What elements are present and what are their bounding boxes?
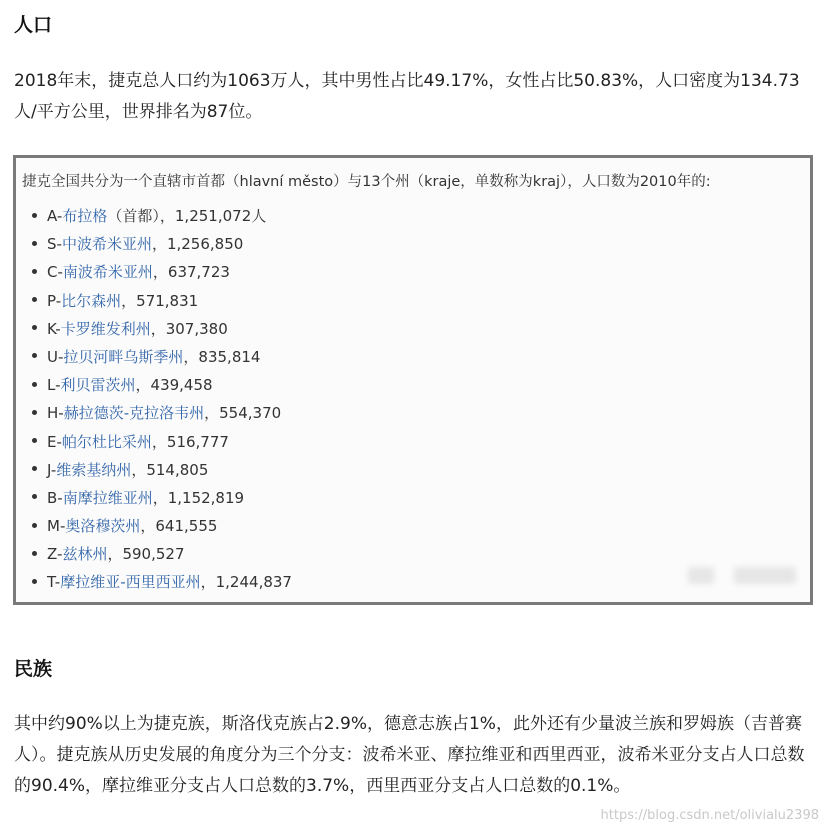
region-population: ，307,380	[150, 319, 228, 338]
bullet-icon	[32, 523, 37, 528]
region-link[interactable]: 维索基纳州	[56, 460, 132, 479]
regions-list	[32, 202, 292, 597]
region-population: ，590,527	[107, 545, 185, 564]
region-link[interactable]: 布拉格	[62, 207, 108, 225]
region-population: ，1,152,819	[152, 488, 245, 507]
regions-intro: 捷克全国共分为一个直辖市首都（hlavní město）与13个州（kraje，单数称为kraj），人口数为2010年的:	[22, 174, 711, 190]
region-item	[32, 512, 292, 540]
region-link[interactable]: 赫拉德茨-克拉洛韦州	[63, 404, 205, 423]
bullet-icon	[32, 353, 37, 358]
bullet-icon	[32, 494, 37, 499]
bullet-icon	[32, 269, 37, 274]
region-population: ，641,555	[140, 517, 218, 536]
region-link[interactable]: 利贝雷茨州	[60, 376, 136, 395]
region-item	[32, 230, 292, 258]
region-code: H-	[47, 404, 64, 423]
region-item	[32, 568, 292, 596]
region-code: Z-	[47, 545, 63, 564]
region-population: ，516,777	[151, 432, 229, 451]
region-population: ，1,256,850	[151, 235, 244, 254]
region-link[interactable]: 奥洛穆茨州	[65, 517, 141, 536]
region-code: U-	[47, 347, 64, 366]
region-item	[32, 258, 292, 286]
region-item	[32, 456, 292, 484]
regions-box	[13, 155, 813, 605]
region-item	[32, 399, 292, 427]
bullet-icon	[32, 325, 37, 330]
region-link[interactable]: 卡罗维发利州	[60, 319, 151, 338]
region-link[interactable]: 中波希米亚州	[61, 235, 152, 254]
blurred-mark	[734, 567, 796, 584]
region-item	[32, 287, 292, 315]
region-link[interactable]: 南摩拉维亚州	[62, 488, 153, 507]
watermark: https://blog.csdn.net/olivialu2398	[600, 808, 819, 823]
region-code: C-	[47, 263, 63, 282]
bullet-icon	[32, 466, 37, 471]
bullet-icon	[32, 213, 37, 218]
region-population: ，439,458	[135, 376, 213, 395]
population-paragraph: 2018年末，捷克总人口约为1063万人，其中男性占比49.17%，女性占比50.83%，人口密度为134.73人/平方公里，世界排名为87位。	[14, 71, 800, 122]
region-population: ，1,244,837	[200, 573, 292, 592]
region-code: A-	[47, 207, 63, 225]
region-population: ，637,723	[152, 263, 230, 282]
ethnicity-heading: 民族	[14, 658, 53, 680]
region-link[interactable]: 摩拉维亚-西里西亚州	[60, 573, 201, 592]
region-item	[32, 484, 292, 512]
region-code: E-	[47, 432, 62, 451]
region-item	[32, 343, 292, 371]
region-population: ，571,831	[121, 291, 199, 310]
region-item	[32, 371, 292, 399]
bullet-icon	[32, 297, 37, 302]
bullet-icon	[32, 551, 37, 556]
region-code: M-	[47, 517, 66, 536]
region-item	[32, 540, 292, 568]
region-population: ，554,370	[204, 404, 282, 423]
region-link[interactable]: 兹林州	[62, 545, 108, 564]
blurred-mark	[688, 567, 714, 584]
bullet-icon	[32, 410, 37, 415]
region-population: ，1,251,072人	[159, 207, 267, 225]
region-item	[32, 315, 292, 343]
region-item	[32, 202, 292, 230]
region-code: B-	[47, 488, 63, 507]
bullet-icon	[32, 241, 37, 246]
region-population: ，835,814	[183, 347, 261, 366]
region-link[interactable]: 南波希米亚州	[62, 263, 153, 282]
ethnicity-paragraph: 其中约90%以上为捷克族，斯洛伐克族占2.9%，德意志族占1%，此外还有少量波兰族和罗姆族（吉普赛人）。捷克族从历史发展的角度分为三个分支：波希米亚、摩拉维亚和西里西亚，波希米亚分支占人口总数的90.4%，摩拉维亚分支占人口总数的3.7%，西里西亚分支占人口总数的0.1%。	[14, 714, 805, 796]
region-code: T-	[47, 573, 61, 592]
population-heading: 人口	[14, 14, 53, 36]
region-note: （首都）	[107, 207, 160, 225]
region-population: ，514,805	[131, 460, 209, 479]
bullet-icon	[32, 382, 37, 387]
region-code: S-	[47, 235, 62, 254]
region-code: J-	[47, 460, 57, 479]
region-link[interactable]: 帕尔杜比采州	[61, 432, 152, 451]
region-item	[32, 428, 292, 456]
region-link[interactable]: 拉贝河畔乌斯季州	[63, 347, 184, 366]
region-code: L-	[47, 376, 61, 395]
region-code: P-	[47, 291, 62, 310]
bullet-icon	[32, 579, 37, 584]
bullet-icon	[32, 438, 37, 443]
region-code: K-	[47, 319, 61, 338]
region-link[interactable]: 比尔森州	[61, 291, 122, 310]
